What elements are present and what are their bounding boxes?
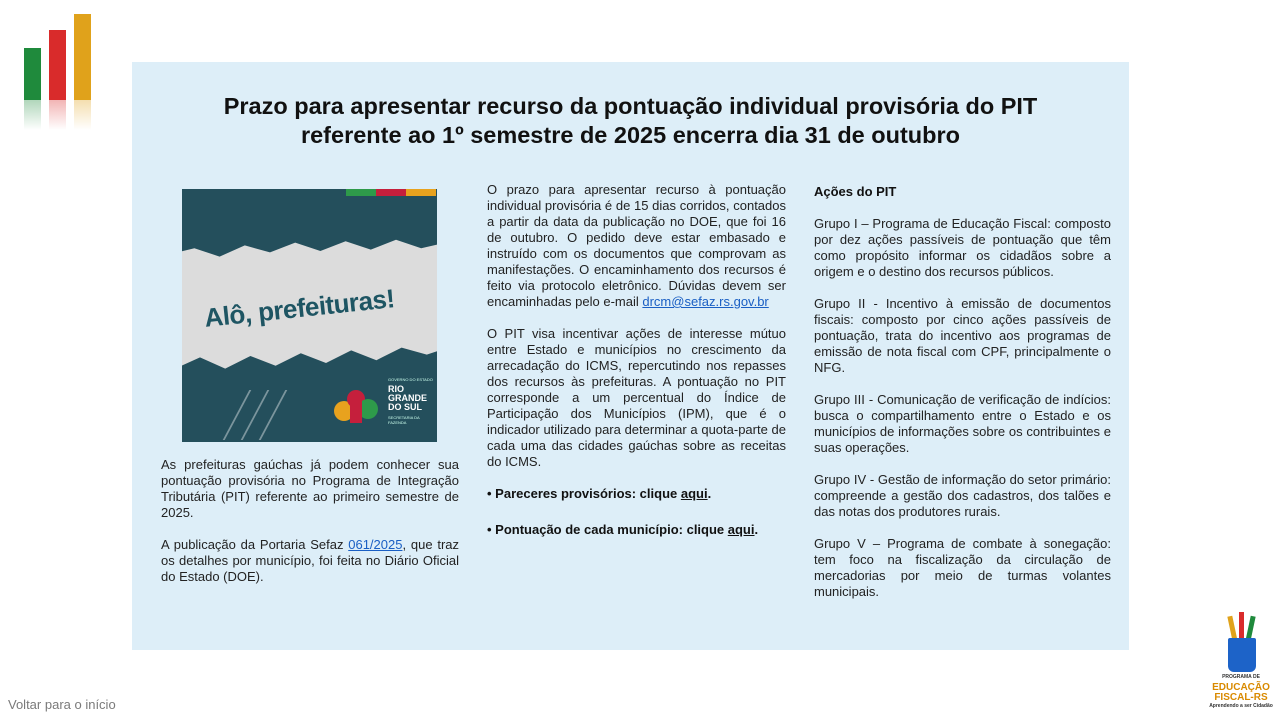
email-link[interactable]: drcm@sefaz.rs.gov.br bbox=[642, 294, 769, 309]
left-column bbox=[161, 457, 459, 601]
pencil-cup-icon bbox=[1228, 638, 1256, 672]
group-item: Grupo IV - Gestão de informação do setor primário: compreende a gestão dos cadastros, dos talões e das notas dos produtores rurais. bbox=[814, 472, 1111, 519]
brand-main-2: FISCAL-RS bbox=[1214, 692, 1268, 703]
brand-tagline: Aprendendo a ser Cidadão bbox=[1209, 703, 1273, 709]
gov-footer: SECRETARIA DA FAZENDA bbox=[388, 415, 420, 425]
title-line-2: referente ao 1º semestre de 2025 encerra dia 31 de outubro bbox=[300, 122, 961, 148]
group-item: Grupo III - Comunicação de verificação de indícios: busca o compartilhamento entre o Estado e os municípios de informações sobre os contribuintes e suas operações. bbox=[814, 392, 1111, 455]
state-emblem-icon bbox=[332, 385, 382, 423]
logo-bar-gold bbox=[74, 14, 91, 100]
logo-bar-green bbox=[24, 48, 41, 100]
image-headline: Alô, prefeituras! bbox=[202, 283, 396, 333]
brand-logo-bars bbox=[24, 12, 94, 130]
portaria-paragraph: A publicação da Portaria Sefaz 061/2025, que traz os detalhes por município, foi feita no Diário Oficial do Estado (DOE). bbox=[161, 537, 459, 584]
image-stripe-gold bbox=[406, 189, 436, 196]
gov-name: RIO GRANDE DO SUL bbox=[388, 384, 428, 412]
campaign-image bbox=[182, 189, 437, 442]
decor-slash bbox=[223, 390, 252, 440]
logo-reflection bbox=[24, 100, 41, 130]
group-item: Grupo I – Programa de Educação Fiscal: composto por dez ações passíveis de pontuação que têm como propósito informar os cidadãos sobre a origem e o destino dos recursos públicos. bbox=[814, 216, 1111, 279]
logo-reflection bbox=[74, 100, 91, 130]
right-column bbox=[814, 184, 1111, 616]
page-title bbox=[172, 92, 1089, 150]
pit-paragraph: O PIT visa incentivar ações de interesse mútuo entre Estado e municípios no crescimento da arrecadação do ICMS, repercutindo nos repasses dos recursos às prefeituras. A pontuação no PIT corresponde a um percentual do Índice de Participação dos Municípios (IPM), que é o indicador utilizado para determinar a quota-parte de cada uma das cidades gaúchas sobre as receitas do ICMS. bbox=[487, 326, 786, 469]
logo-reflection bbox=[49, 100, 66, 130]
back-to-start-link[interactable]: Voltar para o início bbox=[8, 697, 116, 712]
middle-column bbox=[487, 182, 786, 554]
deadline-paragraph: O prazo para apresentar recurso à pontuação individual provisória é de 15 dias corridos, contados a partir da data da publicação no DOE, que foi 16 de outubro. O pedido deve estar embasado e instruído com os documentos que comprovam as manifestações. O encaminhamento dos recursos é feito via protocolo eletrônico. Dúvidas devem ser encaminhadas pelo e-mail drcm@sefaz.rs.gov.br bbox=[487, 182, 786, 309]
title-line-1: Prazo para apresentar recurso da pontuação individual provisória do PIT bbox=[223, 93, 1038, 119]
pareceres-item: • Pareceres provisórios: clique aqui. bbox=[487, 486, 712, 501]
portaria-link[interactable]: 061/2025 bbox=[348, 537, 403, 552]
group-item: Grupo II - Incentivo à emissão de documentos fiscais: composto por cinco ações passíveis de pontuação, trata do incentivo aos programas de emissão de nota fiscal com CPF, principalmente o NFG. bbox=[814, 296, 1111, 375]
group-item: Grupo V – Programa de combate à sonegação: tem foco na fiscalização da circulação de mercadorias por meio de turmas volantes municipais. bbox=[814, 536, 1111, 599]
brand-top: PROGRAMA DE bbox=[1222, 674, 1260, 680]
content-panel bbox=[132, 62, 1129, 650]
intro-paragraph: As prefeituras gaúchas já podem conhecer sua pontuação provisória no Programa de Integração Tributária (PIT) referente ao primeiro semestre de 2025. bbox=[161, 457, 459, 520]
program-logo bbox=[1208, 612, 1274, 714]
brand-main-1: EDUCAÇÃO bbox=[1212, 682, 1270, 693]
pencil-icon bbox=[1239, 612, 1244, 638]
pontuacao-item: • Pontuação de cada município: clique aqui. bbox=[487, 522, 759, 537]
image-stripe-green bbox=[346, 189, 376, 196]
actions-heading: Ações do PIT bbox=[814, 184, 897, 199]
logo-bar-red bbox=[49, 30, 66, 100]
image-stripe-red bbox=[376, 189, 406, 196]
pareceres-link[interactable]: aqui bbox=[680, 486, 708, 501]
pontuacao-link[interactable]: aqui bbox=[727, 522, 755, 537]
gov-label: GOVERNO DO ESTADO bbox=[388, 377, 433, 382]
